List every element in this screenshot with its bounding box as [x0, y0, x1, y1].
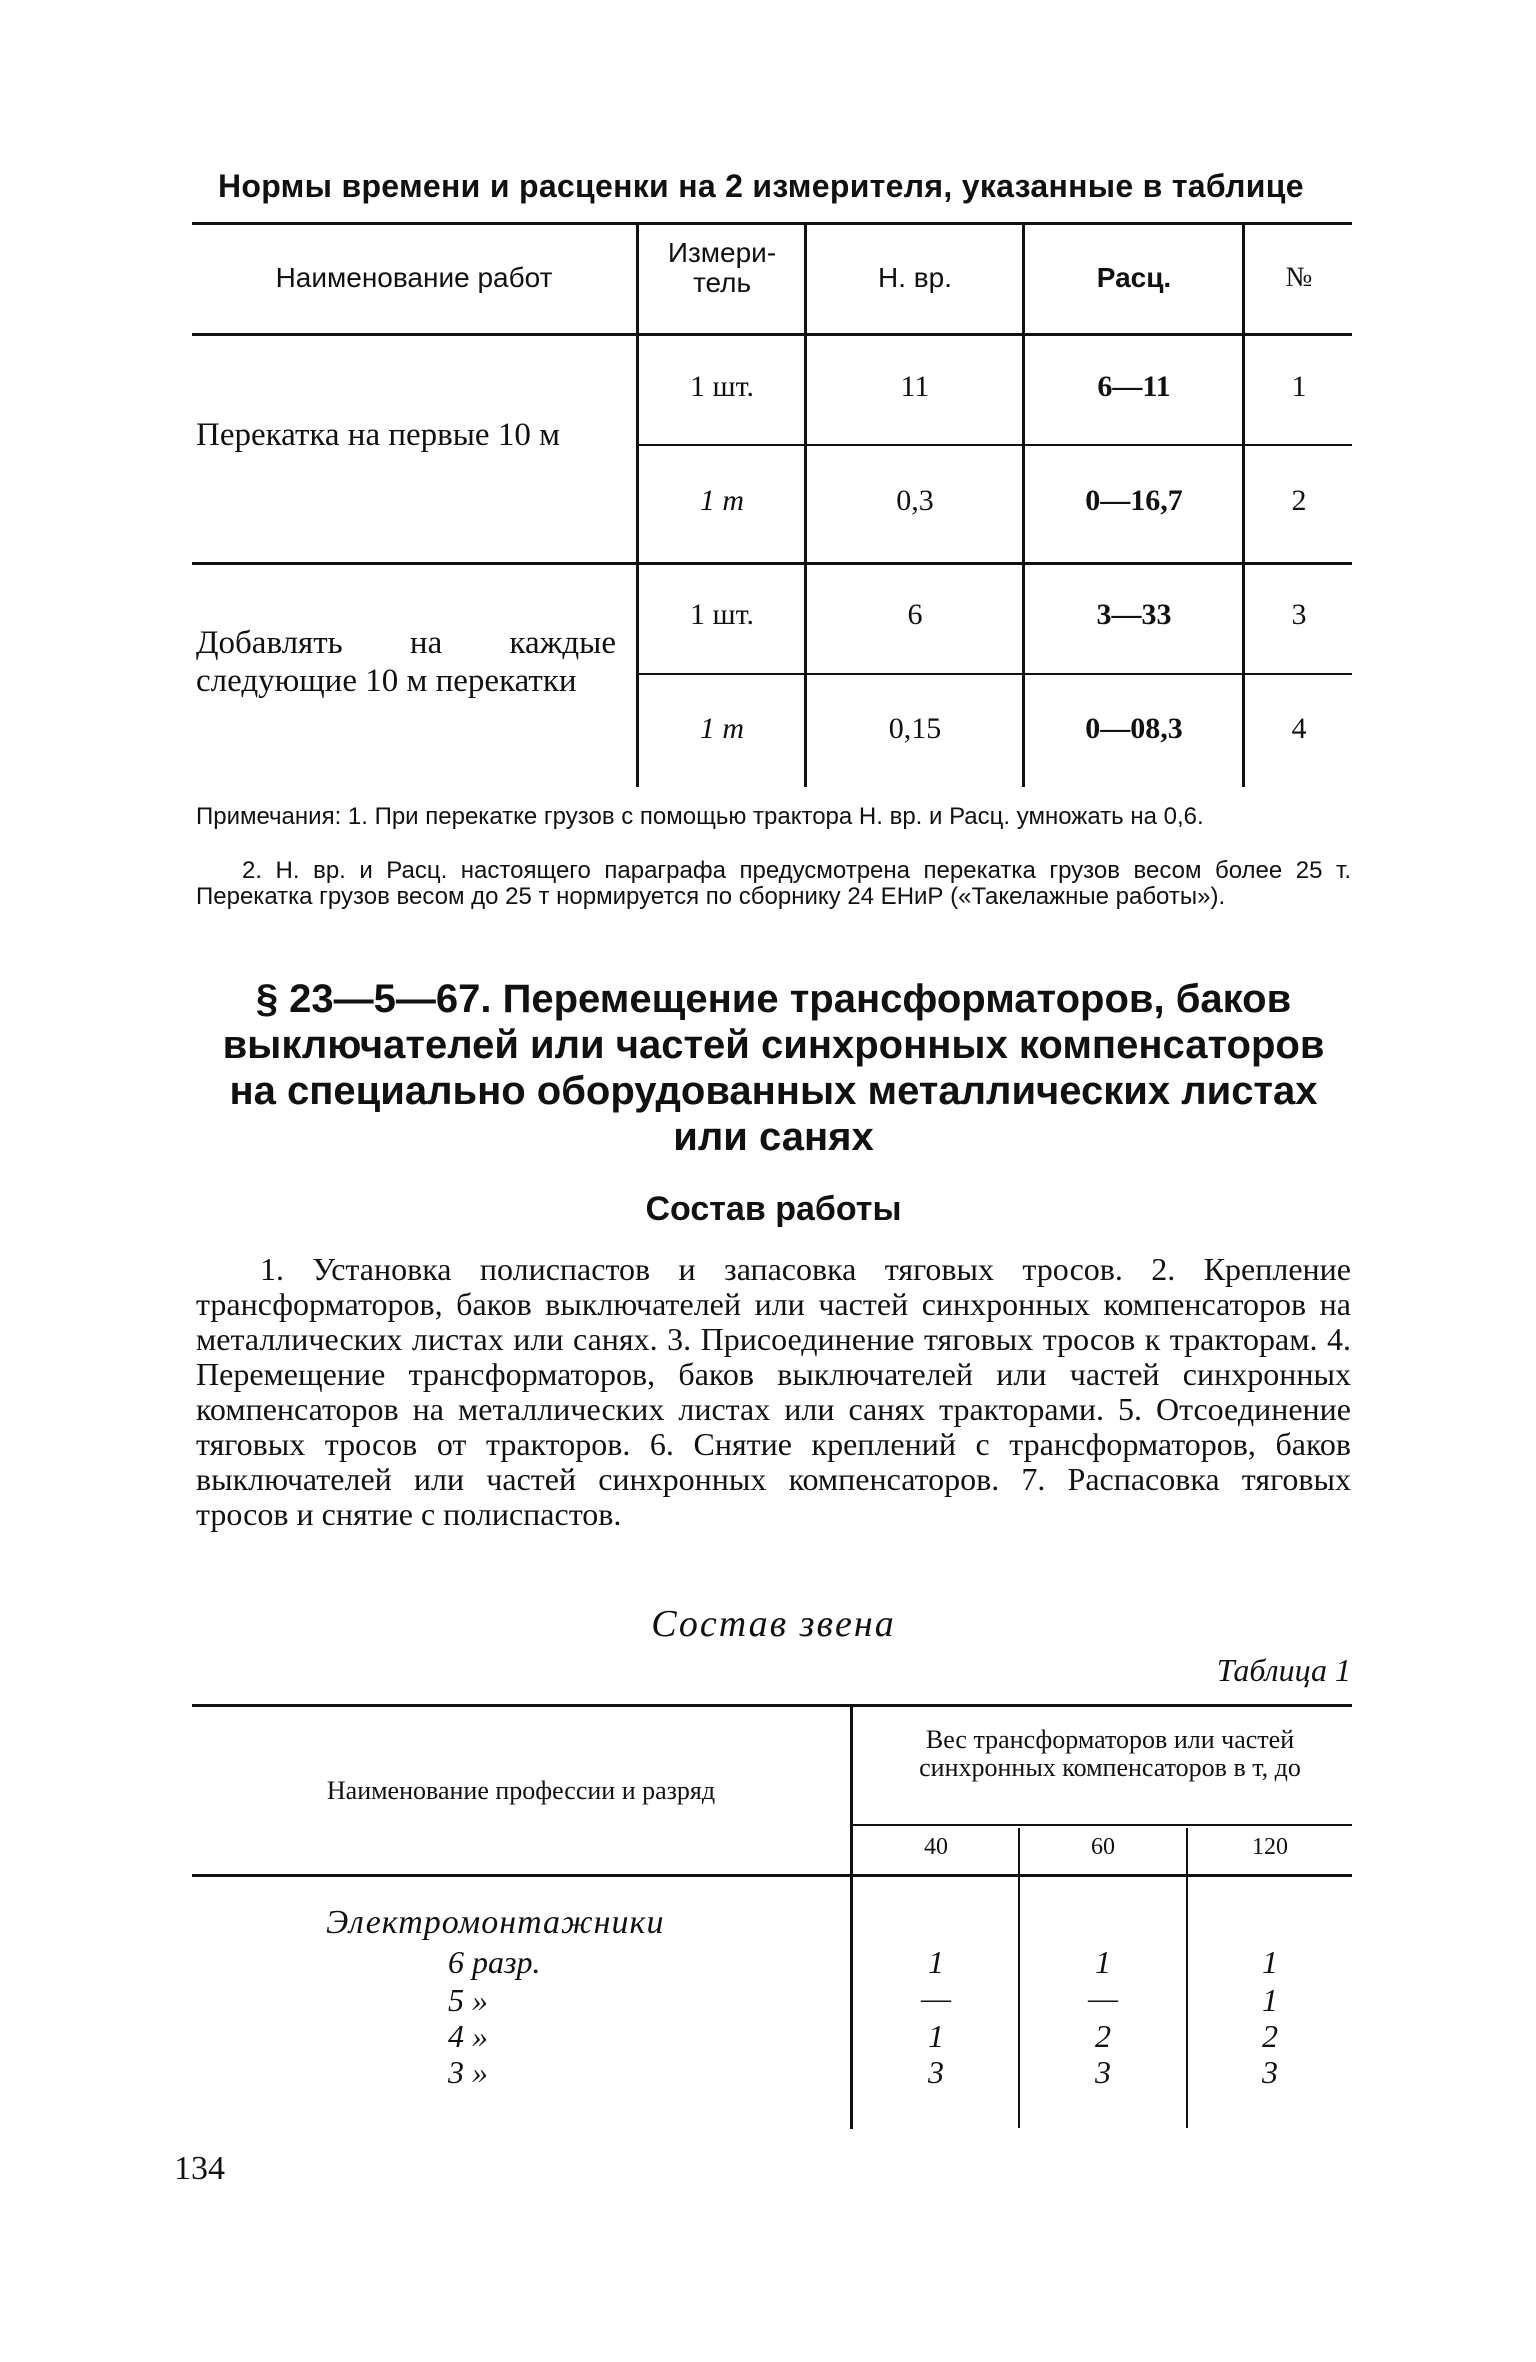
table1-cell-unit: 1 шт.: [690, 370, 754, 403]
table1-cell-time: 0,3: [896, 484, 934, 517]
table2-header-weight: Вес трансформаторов или частей синхронных компенсаторов в т, до: [919, 1725, 1301, 1782]
table2-grade: 4 »: [448, 2018, 488, 2054]
table1-group-rule: [192, 562, 1352, 565]
table1-col-rule: [1022, 222, 1025, 787]
table2-value: 3: [1262, 2054, 1278, 2090]
table1-cell-unit: 1 т: [699, 712, 745, 745]
table1-cell-rate: 6—11: [1097, 370, 1171, 403]
table1-cell-num: 2: [1291, 484, 1307, 517]
table2-grade: 3 »: [448, 2054, 488, 2090]
table2-col-rule: [850, 1704, 853, 2129]
table1-title: Нормы времени и расценки на 2 измерителя, указанные в таблице: [218, 168, 1304, 204]
table2-top-rule: [192, 1704, 1352, 1707]
note-2: 2. Н. вр. и Расц. настоящего параграфа предусмотрена перекатка грузов весом более 25 т. Перекатка грузов весом до 25 т нормируется по сборнику 24 ЕНиР («Такелажные работы»).: [196, 857, 1351, 910]
table2-weight-60: 60: [1091, 1834, 1115, 1860]
table1-cell-time: 0,15: [888, 712, 942, 745]
table2-value: 3: [928, 2054, 944, 2090]
table2-subheader-rule: [852, 1824, 1352, 1826]
table1-header-time: Н. вр.: [877, 262, 952, 293]
table2-grade: 6 разр.: [448, 1944, 541, 1980]
table2-value: 1: [1095, 1944, 1111, 1980]
table1-header-unit: Измери- тель: [667, 237, 777, 298]
table1-work-name: Добавлять на каждые следующие 10 м перекатки: [196, 625, 616, 699]
page-number: 134: [174, 2150, 225, 2187]
table2-value: 1: [928, 1944, 944, 1980]
table1-cell-num: 1: [1291, 370, 1307, 403]
crew-composition-title: Состав звена: [651, 1603, 896, 1645]
table2-grade: 5 »: [448, 1982, 488, 2018]
table2-weight-120: 120: [1252, 1834, 1288, 1860]
table2-value: 1: [1262, 1982, 1278, 2018]
table1-col-rule: [636, 222, 639, 787]
table1-work-name: Перекатка на первые 10 м: [196, 417, 560, 453]
section-heading: § 23—5—67. Перемещение трансформаторов, баков выключателей или частей синхронных компенсаторов на специально оборудованных металлических листах или санях: [222, 977, 1325, 1159]
note-1: Примечания: 1. При перекатке грузов с помощью трактора Н. вр. и Расц. умножать на 0,6.: [196, 803, 1204, 830]
table1-cell-time: 11: [900, 370, 930, 403]
table1-top-rule: [192, 222, 1352, 225]
table1-cell-time: 6: [907, 598, 923, 631]
table2-value: —: [921, 1982, 951, 2015]
table1-cell-rate: 0—08,3: [1085, 712, 1183, 745]
table1-cell-rate: 3—33: [1096, 598, 1172, 631]
table2-value: —: [1088, 1982, 1118, 2015]
table2-weight-40: 40: [924, 1834, 948, 1860]
table1-cell-num: 3: [1291, 598, 1307, 631]
table1-cell-unit: 1 шт.: [690, 598, 754, 631]
table2-label: Таблица 1: [1216, 1652, 1351, 1688]
table2-header-rule: [192, 1874, 1352, 1877]
table1-header-rate: Расц.: [1096, 262, 1172, 293]
work-composition-text: 1. Установка полиспастов и запасовка тяговых тросов. 2. Крепление трансформаторов, баков выключателей или частей синхронных компенсаторов на металлических листах или санях. 3. Присоединение тяговых тросов к тракторам. 4. Перемещение трансформаторов, баков выключателей или частей синхронных компенсаторов на металлических листах или санях тракторами. 5. Отсоединение тяговых тросов от тракторов. 6. Снятие креплений с трансформаторов, баков выключателей или частей синхронных компенсаторов. 7. Распасовка тяговых тросов и снятие с полиспастов.: [196, 1251, 1351, 1532]
table2-value: 1: [928, 2018, 944, 2054]
table1-cell-rate: 0—16,7: [1085, 484, 1183, 517]
table1-header-rule: [192, 333, 1352, 336]
table1-cell-num: 4: [1291, 712, 1307, 745]
table2-value: 3: [1095, 2054, 1111, 2090]
table1-header-name: Наименование работ: [275, 262, 553, 293]
table1-col-rule: [1242, 222, 1245, 787]
table2-value: 1: [1262, 1944, 1278, 1980]
table2-header-name: Наименование профессии и разряд: [326, 1776, 716, 1805]
table1-cell-unit: 1 т: [699, 484, 745, 517]
work-composition-title: Состав работы: [645, 1190, 902, 1228]
table2-value: 2: [1262, 2018, 1278, 2054]
table1-col-rule: [804, 222, 807, 787]
table1-header-num: №: [1285, 262, 1313, 293]
table2-value: 2: [1095, 2018, 1111, 2054]
table2-profession: Электромонтажники: [326, 1904, 665, 1941]
